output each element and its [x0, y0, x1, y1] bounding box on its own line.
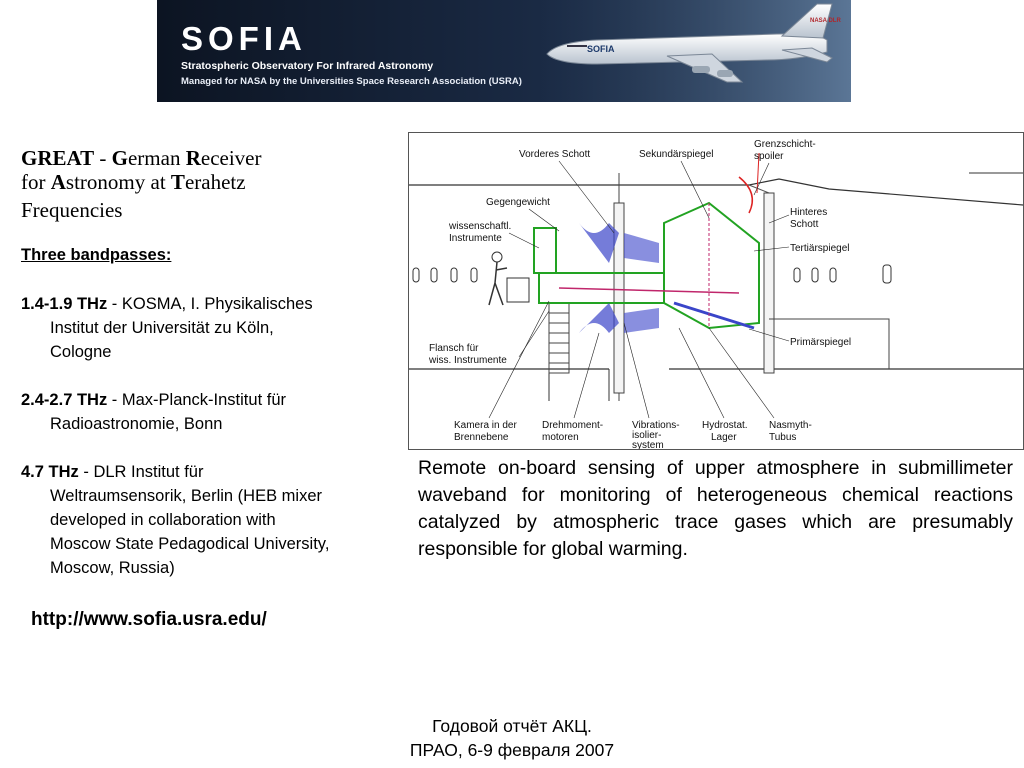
tail-label: NASA DLR [810, 18, 841, 24]
sofia-logo: SOFIA [181, 20, 307, 57]
svg-text:Vorderes Schott: Vorderes Schott [519, 149, 591, 160]
footer-line-2: ПРАО, 6-9 февраля 2007 [409, 740, 615, 760]
svg-text:Flansch für: Flansch für [429, 343, 479, 354]
svg-text:Hydrostat.: Hydrostat. [702, 420, 748, 431]
svg-text:spoiler: spoiler [754, 151, 784, 162]
svg-text:Gegengewicht: Gegengewicht [486, 197, 550, 208]
footer-line-1: Годовой отчёт АКЦ. [432, 716, 592, 736]
airplane-illustration [527, 0, 851, 102]
bandpass-item: 4.7 THz - DLR Institut für Weltraumsensorik, Berlin (HEB mixer developed in collaboration with Moscow State Pedagodical University, Moscow, Russia) [21, 463, 330, 577]
svg-text:Nasmyth-: Nasmyth- [769, 420, 812, 431]
svg-text:Instrumente: Instrumente [449, 233, 502, 244]
svg-text:Kamera in der: Kamera in der [454, 420, 517, 431]
svg-text:Tubus: Tubus [769, 432, 797, 443]
banner-managed-by: Managed for NASA by the Universities Space Research Association (USRA) [181, 76, 522, 87]
svg-text:Lager: Lager [711, 432, 737, 443]
remote-sensing-description: Remote on-board sensing of upper atmosphere in submillimeter waveband for monitoring of heterogeneous chemical reactions catalyzed by atmospheric trace gases which are presumably responsible for global warming. [418, 457, 1013, 560]
great-title: GREAT - German Receiver for Astronomy at Terahetz Frequencies [21, 146, 262, 222]
plane-sofia-label: SOFIA [587, 44, 615, 54]
svg-text:Grenzschicht-: Grenzschicht- [754, 139, 816, 150]
sofia-url-link[interactable]: http://www.sofia.usra.edu/ [31, 609, 267, 630]
banner-subtitle: Stratospheric Observatory For Infrared Astronomy [181, 60, 434, 72]
bandpass-item: 1.4-1.9 THz - KOSMA, I. Physikalisches Institut der Universität zu Köln, Cologne [21, 295, 313, 361]
svg-text:Tertiärspiegel: Tertiärspiegel [790, 243, 850, 254]
sofia-banner [157, 0, 851, 102]
svg-text:Drehmoment-: Drehmoment- [542, 420, 604, 431]
svg-text:system: system [632, 440, 664, 449]
telescope-diagram [408, 132, 1024, 450]
bandpasses-heading: Three bandpasses: [21, 246, 172, 264]
svg-text:Brennebene: Brennebene [454, 432, 509, 443]
bandpass-item: 2.4-2.7 THz - Max-Planck-Institut für Radioastronomie, Bonn [21, 391, 286, 433]
svg-text:Hinteres: Hinteres [790, 207, 828, 218]
svg-text:Schott: Schott [790, 219, 819, 230]
svg-text:wiss. Instrumente: wiss. Instrumente [429, 355, 507, 366]
svg-text:Vibrations-: Vibrations- [632, 420, 680, 431]
svg-text:isolier-: isolier- [632, 430, 662, 441]
svg-text:Primärspiegel: Primärspiegel [790, 337, 852, 348]
svg-text:wissenschaftl.: wissenschaftl. [449, 221, 512, 232]
svg-text:Sekundärspiegel: Sekundärspiegel [639, 149, 714, 160]
svg-text:motoren: motoren [542, 432, 579, 443]
